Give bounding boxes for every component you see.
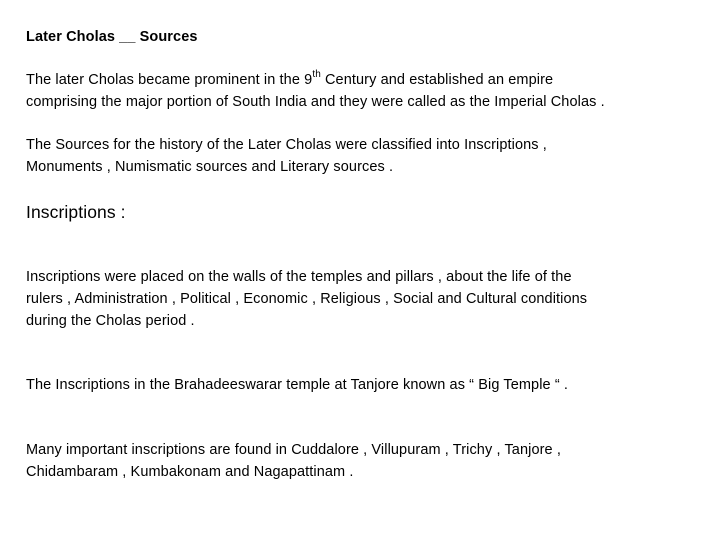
paragraph-3-line-1: Inscriptions were placed on the walls of the temples and pillars , about the life of the (26, 269, 572, 285)
section-heading-inscriptions: Inscriptions : (26, 202, 126, 222)
paragraph-1-line-1-start: The later Cholas became prominent in the 9 (26, 72, 313, 88)
paragraph-1-line-1-end: Century and established an empire (320, 72, 554, 88)
ordinal-superscript: th (312, 69, 321, 81)
paragraph-3-line-2: rulers , Administration , Political , Economic , Religious , Social and Cultural conditions (26, 291, 588, 307)
paragraph-2-line-1: The Sources for the history of the Later Cholas were classified into Inscriptions , (26, 137, 547, 153)
paragraph-5-line-1: Many important inscriptions are found in Cuddalore , Villupuram , Trichy , Tanjore , (26, 442, 561, 458)
paragraph-4-line-1: The Inscriptions in the Brahadeeswarar temple at Tanjore known as “ Big Temple “ . (26, 377, 569, 393)
document-title: Later Cholas __ Sources (26, 29, 198, 45)
paragraph-1-line-1 (26, 69, 554, 88)
paragraph-2-line-2: Monuments , Numismatic sources and Literary sources . (26, 159, 394, 175)
paragraph-5-line-2: Chidambaram , Kumbakonam and Nagapattinam . (26, 464, 354, 480)
paragraph-1-line-2: comprising the major portion of South India and they were called as the Imperial Cholas . (26, 94, 605, 110)
paragraph-3-line-3: during the Cholas period . (26, 313, 195, 329)
